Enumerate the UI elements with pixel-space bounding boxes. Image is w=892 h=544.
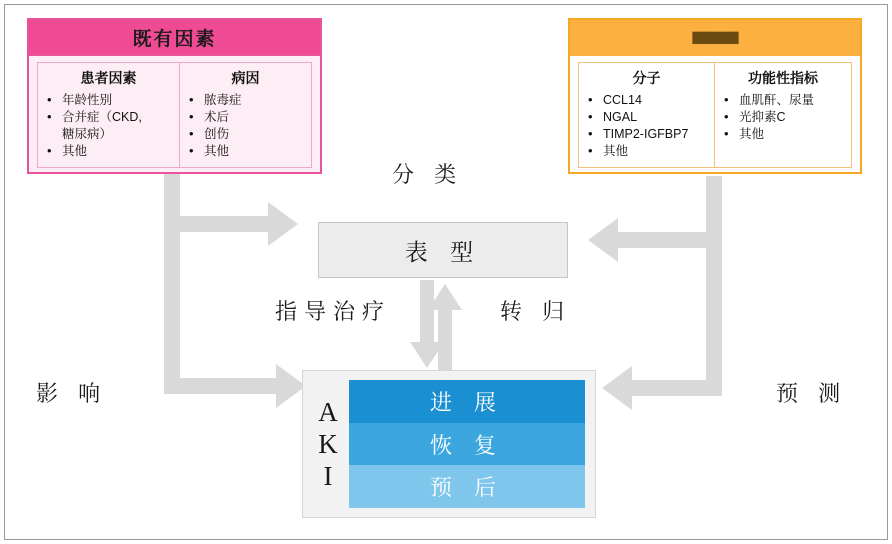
list-item: • 光抑素C [737, 109, 847, 126]
list-item: • 术后 [202, 109, 307, 126]
molecular-markers-heading: 分子 [632, 70, 661, 86]
list-item: • TIMP2-IGFBP7 [601, 126, 710, 143]
molecular-markers-list [583, 92, 710, 160]
label-classification: 分 类 [392, 162, 464, 187]
list-item: • 其他 [601, 143, 710, 160]
preexisting-factors-columns [37, 62, 312, 168]
markers-panel [568, 18, 862, 174]
aki-row-recovery: 恢 复 [349, 423, 585, 466]
preexisting-factors-panel [27, 18, 322, 174]
patient-factors-list [42, 92, 175, 160]
phenotype-box: 表 型 [318, 222, 568, 278]
etiology-list [184, 92, 307, 160]
functional-markers-column [715, 62, 852, 168]
aki-letter-a: A [318, 397, 338, 427]
arrow-markers-to-aki [596, 236, 736, 414]
aki-outcome-box [302, 370, 596, 518]
aki-rows [349, 371, 595, 517]
scribble-mark-icon: █████ [692, 32, 738, 44]
label-guide-treatment: 指导治疗 [275, 299, 392, 324]
etiology-heading: 病因 [231, 70, 260, 86]
list-item: • 脓毒症 [202, 92, 307, 109]
list-item: • 年龄性别 [60, 92, 175, 109]
molecular-markers-column [578, 62, 715, 168]
label-prediction: 预 测 [776, 381, 848, 406]
list-item: • 合并症（CKD, [60, 109, 175, 126]
list-item: • 其他 [737, 126, 847, 143]
patient-factors-column [37, 62, 180, 168]
patient-factors-heading: 患者因素 [80, 70, 137, 86]
aki-row-progression: 进 展 [349, 380, 585, 423]
list-item: 糖尿病） [62, 127, 113, 141]
list-item: • 其他 [60, 143, 175, 160]
list-item: • 创伤 [202, 126, 307, 143]
label-influence: 影 响 [36, 381, 108, 406]
markers-title [570, 20, 860, 56]
list-item: • NGAL [601, 109, 710, 126]
preexisting-factors-title: 既有因素 [29, 20, 320, 56]
markers-columns [578, 62, 852, 168]
list-item: • 其他 [202, 143, 307, 160]
arrow-phenotype-aki-bidirectional [400, 280, 480, 372]
aki-letters [303, 371, 349, 517]
aki-letter-i: I [323, 461, 333, 491]
label-outcome: 转 归 [500, 299, 572, 324]
etiology-column [180, 62, 312, 168]
aki-letter-k: K [318, 429, 338, 459]
functional-markers-list [719, 92, 847, 143]
aki-row-prognosis: 预 后 [349, 465, 585, 508]
functional-markers-heading: 功能性指标 [748, 70, 818, 86]
list-item: • 血肌酐、尿量 [737, 92, 847, 109]
list-item: • CCL14 [601, 92, 710, 109]
